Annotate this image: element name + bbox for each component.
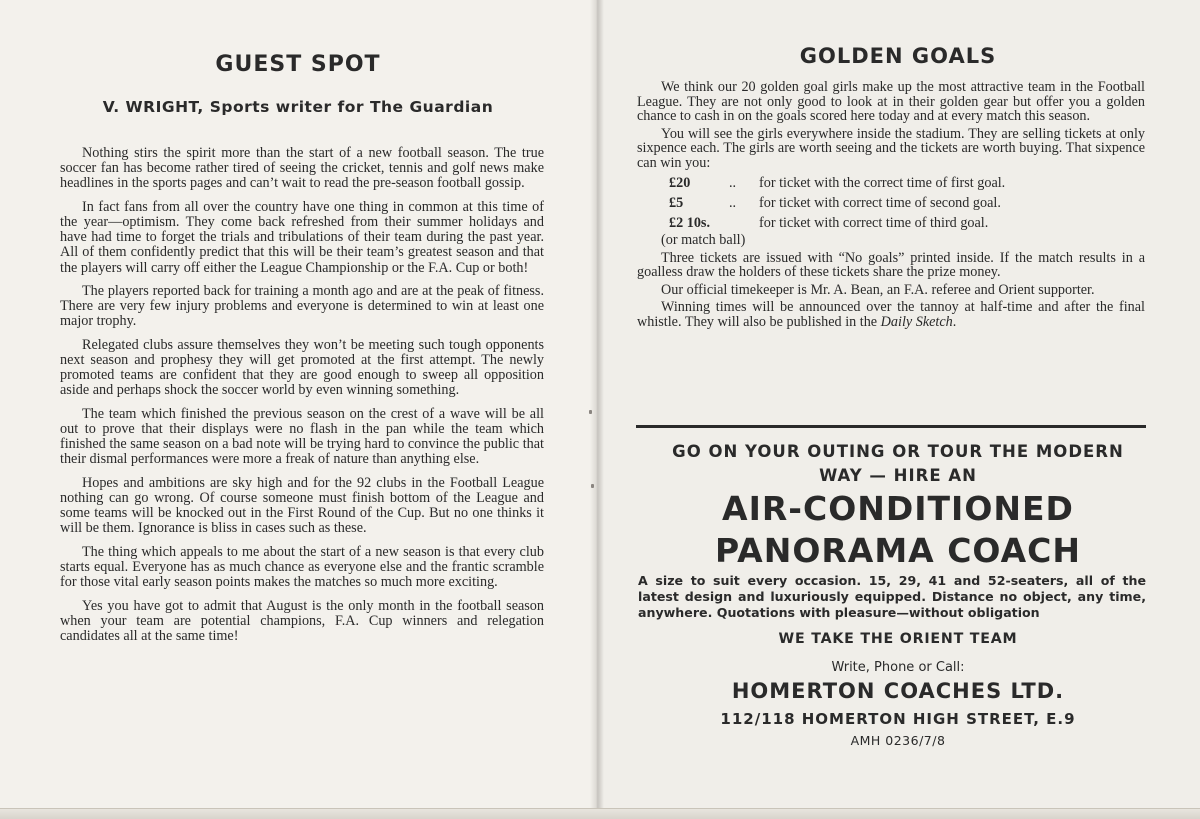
prize-amount: £2 10s. [669,215,710,231]
article-paragraph: The players reported back for training a month ago and are at the peak of fitness. There are very few injury problems and everyone is determined to win at least one major trophy. [60,283,544,330]
prize-leader: .. [729,175,737,191]
guest-spot-article [60,146,544,652]
results-text: Winning times will be announced over the tannoy at half-time and after the final whistle. They will also be published in the [637,299,1145,330]
prize-leader: .. [729,195,737,211]
advert-headline-line: GO ON YOUR OUTING OR TOUR THE MODERN [672,442,1124,461]
advert-headline [596,440,1200,488]
prize-amount: £5 [669,195,684,211]
results-end: . [952,313,957,330]
golden-goals-article [637,80,1145,332]
prize-amount: £20 [669,175,691,191]
article-paragraph: Hopes and ambitions are sky high and for the 92 clubs in the Football League nothing can go wrong. Of course someone must finish bottom of the League and some teams will be knocked out in the First Round of the Cup. But no one thinks it will be them. Ignorance is bliss in cases such as these. [60,474,544,537]
staple-top [589,410,592,414]
prize-row [637,213,1145,233]
staple-bottom [591,484,594,488]
advert-coach-line: PANORAMA COACH [715,531,1081,570]
prize-row [637,193,1145,213]
section-divider [636,425,1146,428]
advert-phone: AMH 0236/7/8 [850,733,946,748]
advert-headline-line: WAY — HIRE AN [819,466,977,485]
page-bottom-edge [0,808,1200,819]
advert-coach-title [596,488,1200,572]
article-paragraph: In fact fans from all over the country have one thing in common at this time of the year—optimism. They come back refreshed from their summer holidays and have had time to forget the trials and tribulations of their team during the past year. All of them confidently predict that this will be their team’s greatest season and that the players will carry off either the League Championship or the F.A. Cup or both! [60,198,544,276]
article-paragraph: The thing which appeals to me about the start of a new season is that every club starts equal. Everyone has as much chance as everyone else and the frantic scramble for those vital early season points makes the matches so much more exciting. [60,543,544,591]
golden-goals-title: GOLDEN GOALS [799,44,997,68]
article-paragraph: The team which finished the previous season on the crest of a wave will be all out to prove that their displays were no flash in the pan while the team which finished the same season on a bad note will be trying hard to convince the public that their dismal performances were more a freak of nature than anything else. [60,405,544,468]
article-paragraph: Nothing stirs the spirit more than the start of a new football season. The true soccer fan has become rather tired of seeing the cricket, tennis and golf news make headlines in the sports pages and can’t wait to read the pre-season football gossip. [60,145,544,192]
prize-note: (or match ball) [661,232,746,248]
advert-team-line: WE TAKE THE ORIENT TEAM [778,631,1018,647]
guest-spot-title: GUEST SPOT [215,52,381,77]
golden-goals-results [637,300,1145,329]
advert-address: 112/118 HOMERTON HIGH STREET, E.9 [720,710,1076,728]
prize-row [637,173,1145,193]
golden-goals-no-goals: Three tickets are issued with “No goals” printed inside. If the match results in a goalless draw the holders of these tickets share the prize money. [637,249,1145,280]
golden-goals-intro: We think our 20 golden goal girls make up the most attractive team in the Football League. They are not only good to look at in their golden gear but offer you a golden chance to cash in on the goals scored here today and at every match this season. [637,79,1145,124]
prize-description: for ticket with correct time of second goal. [759,195,1001,211]
golden-goals-timekeeper: Our official timekeeper is Mr. A. Bean, an F.A. referee and Orient supporter. [661,281,1095,298]
article-paragraph: Relegated clubs assure themselves they won’t be meeting such tough opponents next season and prophesy they will get promoted at the first attempt. The newly promoted teams are confident that they are good enough to sweep all opposition aside and perhaps shock the soccer world by even winning something. [60,336,544,399]
advert-company-name: HOMERTON COACHES LTD. [731,679,1065,703]
prize-table [637,173,1145,233]
advert-coach-line: AIR-CONDITIONED [722,489,1074,528]
guest-spot-byline: V. WRIGHT, Sports writer for The Guardian [102,98,494,116]
prize-leader [729,213,759,233]
prize-description: for ticket with correct time of third goal. [759,215,989,231]
advert-contact-prompt: Write, Phone or Call: [831,660,965,675]
advert-description: A size to suit every occasion. 15, 29, 41 and 52-seaters, all of the latest design and luxuriously equipped. Distance no object, any time, anywhere. Quotations with pleasure—without obligation [638,573,1146,620]
golden-goals-tickets: You will see the girls everywhere inside the stadium. They are selling tickets at only sixpence each. The girls are worth seeing and the tickets are worth buying. That sixpence can win you: [637,125,1145,171]
article-paragraph: Yes you have got to admit that August is the only month in the football season when your team are potential champions, F.A. Cup winners and relegation candidates all at the same time! [60,597,544,644]
newspaper-name: Daily Sketch [880,313,953,330]
prize-description: for ticket with the correct time of first goal. [759,175,1006,191]
